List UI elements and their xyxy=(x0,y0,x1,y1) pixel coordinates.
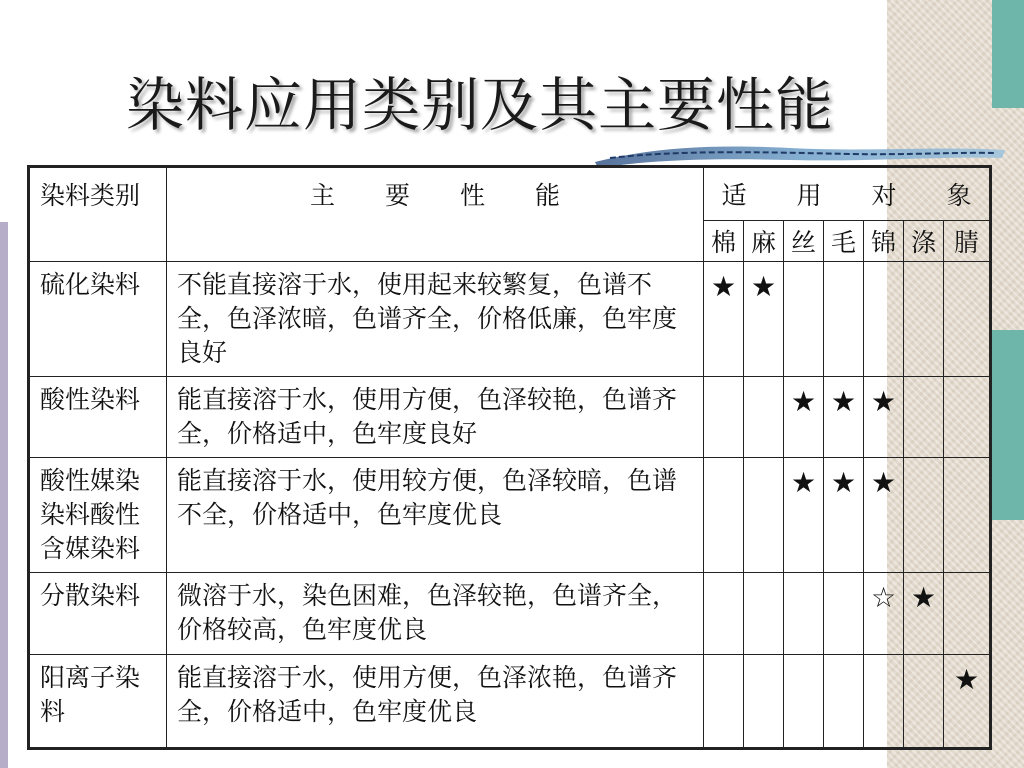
row-mark xyxy=(704,458,744,573)
row-category: 酸性媒染染料酸性含媒染料 xyxy=(29,458,167,573)
header-fiber-hemp: 麻 xyxy=(744,221,784,262)
row-mark xyxy=(744,377,784,458)
row-mark xyxy=(904,458,944,573)
row-category: 阳离子染料 xyxy=(29,655,167,749)
header-fiber-silk: 丝 xyxy=(784,221,824,262)
row-mark xyxy=(904,262,944,377)
header-properties: 主 要 性 能 xyxy=(167,167,704,262)
row-mark xyxy=(784,262,824,377)
header-fiber-wool: 毛 xyxy=(824,221,864,262)
row-properties: 能直接溶于水，使用方便，色泽较艳，色谱齐全，价格适中，色牢度良好 xyxy=(167,377,704,458)
row-mark xyxy=(704,655,744,749)
table-row xyxy=(29,458,991,573)
row-mark: ★ xyxy=(824,458,864,573)
row-mark xyxy=(864,655,904,749)
row-mark xyxy=(944,573,991,655)
row-mark xyxy=(904,655,944,749)
row-mark xyxy=(824,655,864,749)
row-mark: ★ xyxy=(744,262,784,377)
table-row xyxy=(29,377,991,458)
page-title: 染料应用类别及其主要性能 xyxy=(125,71,834,139)
header-category: 染料类别 xyxy=(29,167,167,262)
row-mark xyxy=(744,458,784,573)
row-category: 分散染料 xyxy=(29,573,167,655)
row-mark xyxy=(824,262,864,377)
row-category: 硫化染料 xyxy=(29,262,167,377)
decorative-teal-block-top xyxy=(992,0,1024,108)
row-mark: ★ xyxy=(704,262,744,377)
row-properties: 能直接溶于水，使用方便，色泽浓艳，色谱齐全，价格适中，色牢度优良 xyxy=(167,655,704,749)
row-mark xyxy=(784,573,824,655)
row-properties: 不能直接溶于水，使用起来较繁复，色谱不全，色泽浓暗，色谱齐全，价格低廉，色牢度良好 xyxy=(167,262,704,377)
row-mark xyxy=(904,377,944,458)
row-mark: ★ xyxy=(784,458,824,573)
row-properties: 微溶于水，染色困难，色泽较艳，色谱齐全，价格较高，色牢度优良 xyxy=(167,573,704,655)
row-mark: ★ xyxy=(864,377,904,458)
table-row xyxy=(29,573,991,655)
row-mark xyxy=(784,655,824,749)
header-fiber-polyester: 涤 xyxy=(904,221,944,262)
dye-properties-table xyxy=(27,165,992,750)
row-mark xyxy=(704,377,744,458)
row-mark xyxy=(704,573,744,655)
row-mark: ☆ xyxy=(864,573,904,655)
header-applications: 适 用 对 象 xyxy=(704,167,991,221)
row-mark xyxy=(944,262,991,377)
row-properties: 能直接溶于水，使用较方便，色泽较暗，色谱不全，价格适中，色牢度优良 xyxy=(167,458,704,573)
row-category: 酸性染料 xyxy=(29,377,167,458)
row-mark: ★ xyxy=(944,655,991,749)
row-mark xyxy=(744,655,784,749)
header-fiber-acrylic: 腈 xyxy=(944,221,991,262)
table-row xyxy=(29,655,991,749)
decorative-teal-block-middle xyxy=(992,330,1024,520)
header-fiber-nylon: 锦 xyxy=(864,221,904,262)
table-row xyxy=(29,262,991,377)
header-fiber-cotton: 棉 xyxy=(704,221,744,262)
row-mark: ★ xyxy=(824,377,864,458)
decorative-left-bar xyxy=(0,222,8,768)
row-mark xyxy=(864,262,904,377)
row-mark: ★ xyxy=(904,573,944,655)
row-mark xyxy=(824,573,864,655)
row-mark xyxy=(944,458,991,573)
row-mark xyxy=(744,573,784,655)
row-mark: ★ xyxy=(864,458,904,573)
row-mark xyxy=(944,377,991,458)
row-mark: ★ xyxy=(784,377,824,458)
